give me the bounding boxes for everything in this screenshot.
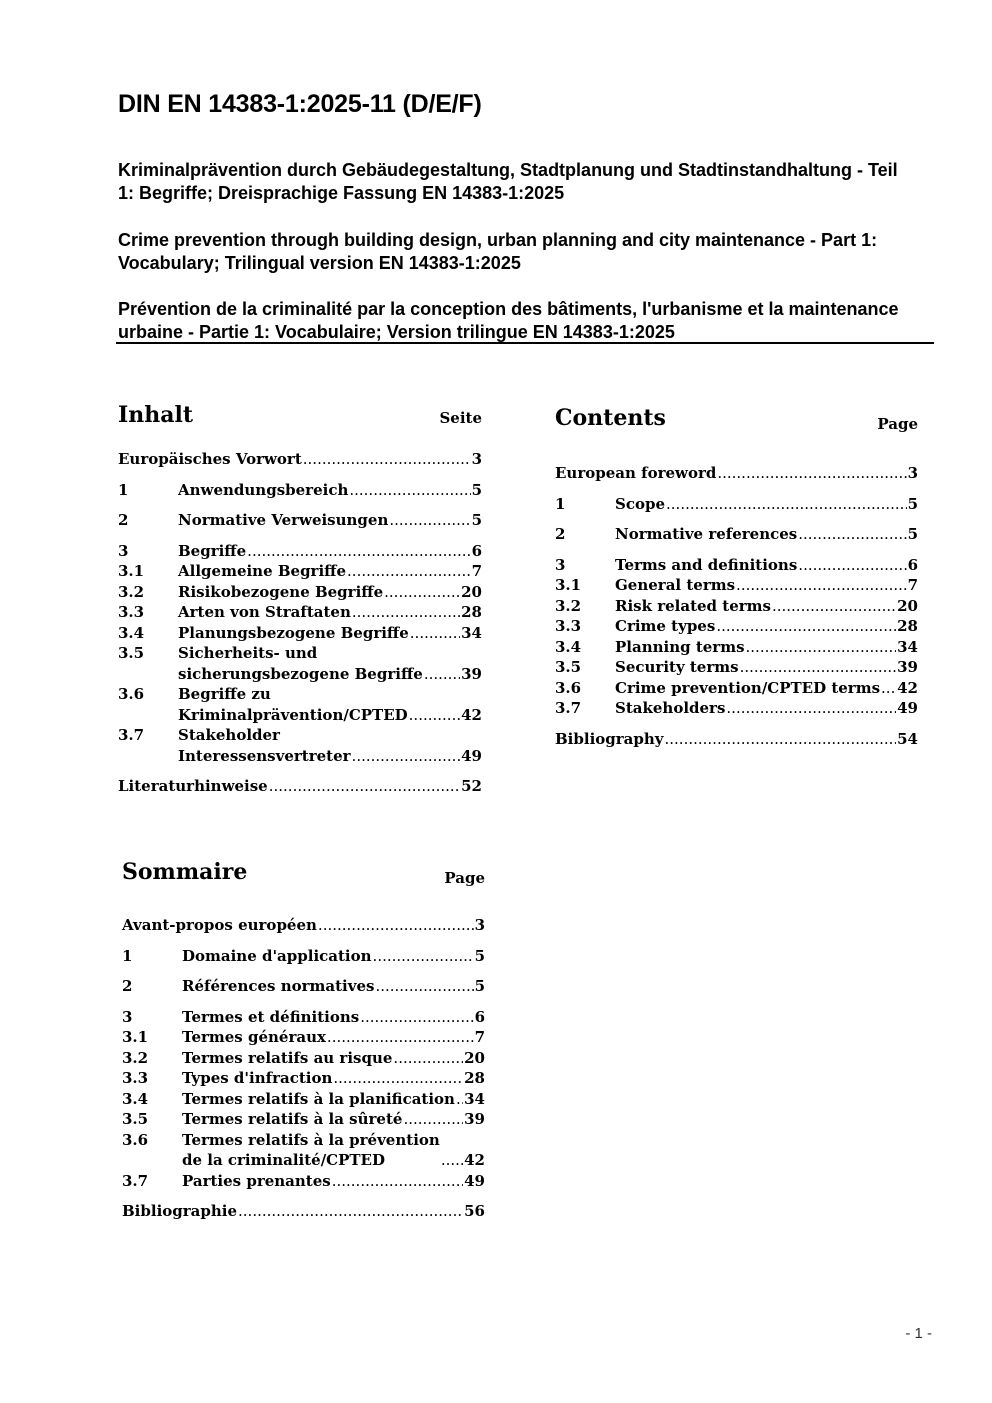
toc-entry-number: 3.3 bbox=[118, 603, 145, 621]
toc-entry-text: Termes relatifs à la planification bbox=[182, 1089, 455, 1108]
toc-entry[interactable] bbox=[555, 596, 918, 617]
toc-entry-number: 3.2 bbox=[555, 596, 582, 615]
toc-entry-text: Kriminalprävention/CPTED bbox=[178, 705, 408, 724]
toc-entry[interactable] bbox=[118, 582, 482, 603]
toc-header bbox=[555, 405, 918, 463]
toc-heading: Inhalt bbox=[118, 402, 194, 428]
document-title: DIN EN 14383-1:2025-11 (D/E/F) bbox=[118, 90, 482, 118]
toc-entry-number: 3.2 bbox=[122, 1048, 149, 1067]
toc-entry[interactable] bbox=[118, 510, 482, 531]
toc-entry-page: 34 bbox=[897, 637, 918, 656]
toc-entry-text: Domaine d'application bbox=[182, 946, 372, 965]
subtitle-french: Prévention de la criminalité par la conception des bâtiments, l'urbanisme et la maintenance urbaine - Partie 1: Vocabulaire; Version trilingue EN 14383-1:2025 bbox=[118, 299, 899, 342]
toc-entry[interactable] bbox=[122, 1027, 485, 1048]
toc-entry-text: sicherungsbezogene Begriffe bbox=[178, 664, 423, 683]
toc-entry-page: 5 bbox=[474, 946, 485, 965]
subtitle-german: Kriminalprävention durch Gebäudegestaltung, Stadtplanung und Stadtinstandhaltung - Teil 1: Begriffe; Dreisprachige Fassung EN 14383-1:2025 bbox=[118, 160, 898, 203]
toc-entry-number: 3.7 bbox=[555, 699, 582, 717]
toc-entry-page: 3 bbox=[907, 464, 918, 482]
toc-entry-number: 1 bbox=[555, 494, 566, 513]
toc-entry[interactable] bbox=[555, 698, 918, 719]
toc-entry[interactable] bbox=[555, 524, 918, 545]
toc-entry-page: 49 bbox=[464, 1171, 485, 1190]
toc-entry-page: 20 bbox=[461, 582, 482, 601]
toc-entry-page: 5 bbox=[474, 977, 485, 995]
toc-entry[interactable] bbox=[555, 463, 918, 484]
toc-entry-text: Allgemeine Begriffe bbox=[178, 562, 347, 580]
toc-page-label: Page bbox=[877, 415, 918, 433]
toc-entry-number: 3.4 bbox=[555, 637, 582, 656]
toc-entry-page: 5 bbox=[907, 525, 918, 543]
toc-entry-number: 3.4 bbox=[122, 1089, 149, 1108]
toc-entry-page: 20 bbox=[897, 596, 918, 615]
toc-entry-page: 56 bbox=[464, 1202, 485, 1220]
toc-entry-page: 39 bbox=[464, 1110, 485, 1128]
toc-entry-page: 6 bbox=[474, 1007, 485, 1026]
toc-entry-number: 3 bbox=[555, 555, 566, 574]
toc-entry-text: Stakeholders bbox=[615, 699, 726, 717]
toc-heading: Sommaire bbox=[122, 859, 248, 885]
toc-entry-page: 20 bbox=[464, 1048, 485, 1067]
toc-entry-number: 3.3 bbox=[555, 617, 582, 635]
toc-entry[interactable] bbox=[555, 729, 918, 750]
toc-entry-text: General terms bbox=[615, 576, 736, 594]
subtitle-english: Crime prevention through building design, urban planning and city maintenance - Part 1: Vocabulary; Trilingual version EN 14383-1:2025 bbox=[118, 230, 878, 273]
toc-entry-text: Arten von Straftaten bbox=[178, 603, 351, 621]
toc-entry-number: 3 bbox=[122, 1007, 133, 1026]
toc-entry-page: 3 bbox=[471, 450, 482, 468]
toc-entry-number: 3.6 bbox=[122, 1130, 149, 1149]
toc-entry-number: 3.1 bbox=[122, 1028, 149, 1046]
toc-entry[interactable] bbox=[122, 1007, 485, 1028]
toc-heading: Contents bbox=[555, 405, 666, 431]
toc-entry-number: 3.1 bbox=[555, 576, 582, 594]
toc-entry-number: 2 bbox=[118, 511, 129, 529]
toc-entry-text: Terms and definitions bbox=[615, 555, 798, 574]
toc-entry[interactable] bbox=[118, 541, 482, 562]
toc-entry-text: Security terms bbox=[615, 658, 739, 676]
toc-entry-page: 7 bbox=[474, 1028, 485, 1046]
toc-entry[interactable] bbox=[122, 946, 485, 967]
toc-entry-page: 7 bbox=[471, 562, 482, 580]
toc-entry-text: Termes relatifs au risque bbox=[182, 1048, 393, 1067]
toc-entry[interactable] bbox=[122, 1130, 485, 1171]
toc-page-label: Page bbox=[444, 869, 485, 887]
toc-entry-text: Avant-propos européen bbox=[122, 916, 317, 934]
toc-entry-text: Normative references bbox=[615, 525, 798, 543]
toc-entry-page: 28 bbox=[461, 603, 482, 621]
toc-english bbox=[555, 405, 918, 749]
toc-entry-number: 2 bbox=[555, 525, 566, 543]
toc-entry-page: 49 bbox=[897, 699, 918, 717]
toc-page-label: Seite bbox=[439, 409, 482, 427]
toc-list bbox=[118, 449, 482, 797]
toc-entry-number: 3 bbox=[118, 541, 129, 560]
toc-entry[interactable] bbox=[118, 776, 482, 797]
toc-entry[interactable] bbox=[122, 976, 485, 997]
toc-entry-page: 34 bbox=[461, 623, 482, 642]
toc-entry-number: 3.6 bbox=[555, 678, 582, 697]
toc-entry[interactable] bbox=[122, 1109, 485, 1130]
toc-entry-page: 28 bbox=[897, 617, 918, 635]
title-divider bbox=[116, 342, 934, 344]
toc-entry[interactable] bbox=[122, 1171, 485, 1192]
toc-entry[interactable] bbox=[118, 684, 482, 725]
toc-entry-page: 7 bbox=[907, 576, 918, 594]
toc-entry-text: Planungsbezogene Begriffe bbox=[178, 623, 409, 642]
toc-entry[interactable] bbox=[118, 449, 482, 470]
toc-entry-number: 3.1 bbox=[118, 562, 145, 580]
toc-entry-page: 49 bbox=[461, 746, 482, 765]
toc-entry-number: 2 bbox=[122, 977, 133, 995]
toc-entry-page: 54 bbox=[897, 729, 918, 748]
toc-entry-text: Risk related terms bbox=[615, 596, 771, 615]
toc-entry-text: Literaturhinweise bbox=[118, 777, 268, 795]
toc-entry-text: Types d'infraction bbox=[182, 1069, 333, 1087]
toc-entry-text: Begriffe bbox=[178, 541, 247, 560]
toc-entry-page: 39 bbox=[461, 664, 482, 683]
toc-entry-page: 42 bbox=[897, 678, 918, 697]
toc-entry[interactable] bbox=[555, 616, 918, 637]
toc-entry-number: 3.7 bbox=[122, 1171, 149, 1190]
toc-entry-page: 28 bbox=[464, 1069, 485, 1087]
toc-entry-number: 3.5 bbox=[118, 644, 145, 662]
toc-entry-page: 3 bbox=[474, 916, 485, 934]
toc-entry-page: 5 bbox=[471, 511, 482, 529]
toc-entry-text: Crime prevention/CPTED terms bbox=[615, 678, 881, 697]
toc-entry[interactable] bbox=[555, 678, 918, 699]
toc-entry-number: 3.5 bbox=[122, 1110, 149, 1128]
toc-entry-number: 3.5 bbox=[555, 658, 582, 676]
toc-entry-number: 1 bbox=[118, 480, 129, 499]
toc-entry[interactable] bbox=[118, 725, 482, 766]
toc-entry-text: Interessensvertreter bbox=[178, 746, 351, 765]
toc-entry[interactable] bbox=[122, 1201, 485, 1222]
toc-entry[interactable] bbox=[118, 602, 482, 623]
toc-entry-number: 1 bbox=[122, 946, 133, 965]
toc-entry-text: Crime types bbox=[615, 617, 716, 635]
toc-entry-text: Bibliographie bbox=[122, 1202, 238, 1220]
toc-entry-text: Scope bbox=[615, 494, 666, 513]
toc-entry-text: Planning terms bbox=[615, 637, 745, 656]
toc-entry-page: 42 bbox=[464, 1151, 485, 1169]
toc-entry[interactable] bbox=[122, 1048, 485, 1069]
toc-entry[interactable] bbox=[122, 1068, 485, 1089]
toc-header bbox=[122, 859, 485, 915]
toc-entry-text: Risikobezogene Begriffe bbox=[178, 582, 384, 601]
toc-entry-number: 3.7 bbox=[118, 726, 145, 744]
toc-entry-text: de la criminalité/CPTED bbox=[182, 1151, 385, 1169]
toc-entry-text-line1: Begriffe zu bbox=[178, 685, 271, 703]
toc-entry-number: 3.3 bbox=[122, 1069, 149, 1087]
toc-entry-text-line1: Stakeholder bbox=[178, 726, 280, 744]
toc-entry-page: 39 bbox=[897, 658, 918, 676]
toc-list bbox=[555, 463, 918, 749]
toc-entry[interactable] bbox=[122, 1089, 485, 1110]
toc-entry-text: Bibliography bbox=[555, 729, 664, 748]
toc-entry[interactable] bbox=[118, 480, 482, 501]
page-number: - 1 - bbox=[905, 1325, 932, 1342]
toc-entry[interactable] bbox=[555, 575, 918, 596]
toc-entry-text: Références normatives bbox=[182, 977, 375, 995]
toc-german bbox=[118, 402, 482, 797]
toc-entry[interactable] bbox=[122, 915, 485, 936]
toc-entry-page: 5 bbox=[471, 480, 482, 499]
toc-entry[interactable] bbox=[555, 494, 918, 515]
toc-header bbox=[118, 402, 482, 449]
toc-entry[interactable] bbox=[555, 555, 918, 576]
toc-entry[interactable] bbox=[118, 643, 482, 684]
toc-entry-page: 42 bbox=[461, 705, 482, 724]
toc-french bbox=[122, 859, 485, 1222]
toc-entry-number: 3.2 bbox=[118, 582, 145, 601]
toc-entry-page: 5 bbox=[907, 494, 918, 513]
toc-entry[interactable] bbox=[118, 561, 482, 582]
toc-entry-text-line1: Sicherheits- und bbox=[178, 644, 318, 662]
toc-entry-text: Normative Verweisungen bbox=[178, 511, 389, 529]
toc-entry-text: Termes relatifs à la sûreté bbox=[182, 1110, 403, 1128]
toc-entry-text: Parties prenantes bbox=[182, 1171, 331, 1190]
toc-entry-text-line1: Termes relatifs à la prévention bbox=[182, 1130, 440, 1149]
toc-entry-page: 34 bbox=[464, 1089, 485, 1108]
toc-entry-text: Europäisches Vorwort bbox=[118, 450, 302, 468]
toc-entry[interactable] bbox=[555, 637, 918, 658]
toc-entry-text: Termes et définitions bbox=[182, 1007, 360, 1026]
toc-entry-number: 3.4 bbox=[118, 623, 145, 642]
toc-list bbox=[122, 915, 485, 1222]
toc-entry-page: 52 bbox=[461, 777, 482, 795]
toc-entry-page: 6 bbox=[471, 541, 482, 560]
toc-entry[interactable] bbox=[118, 623, 482, 644]
toc-entry-text: Anwendungsbereich bbox=[178, 480, 349, 499]
toc-entry-text: Termes généraux bbox=[182, 1028, 326, 1046]
toc-entry-text: European foreword bbox=[555, 464, 717, 482]
toc-entry[interactable] bbox=[555, 657, 918, 678]
toc-entry-number: 3.6 bbox=[118, 685, 145, 703]
toc-entry-page: 6 bbox=[907, 555, 918, 574]
